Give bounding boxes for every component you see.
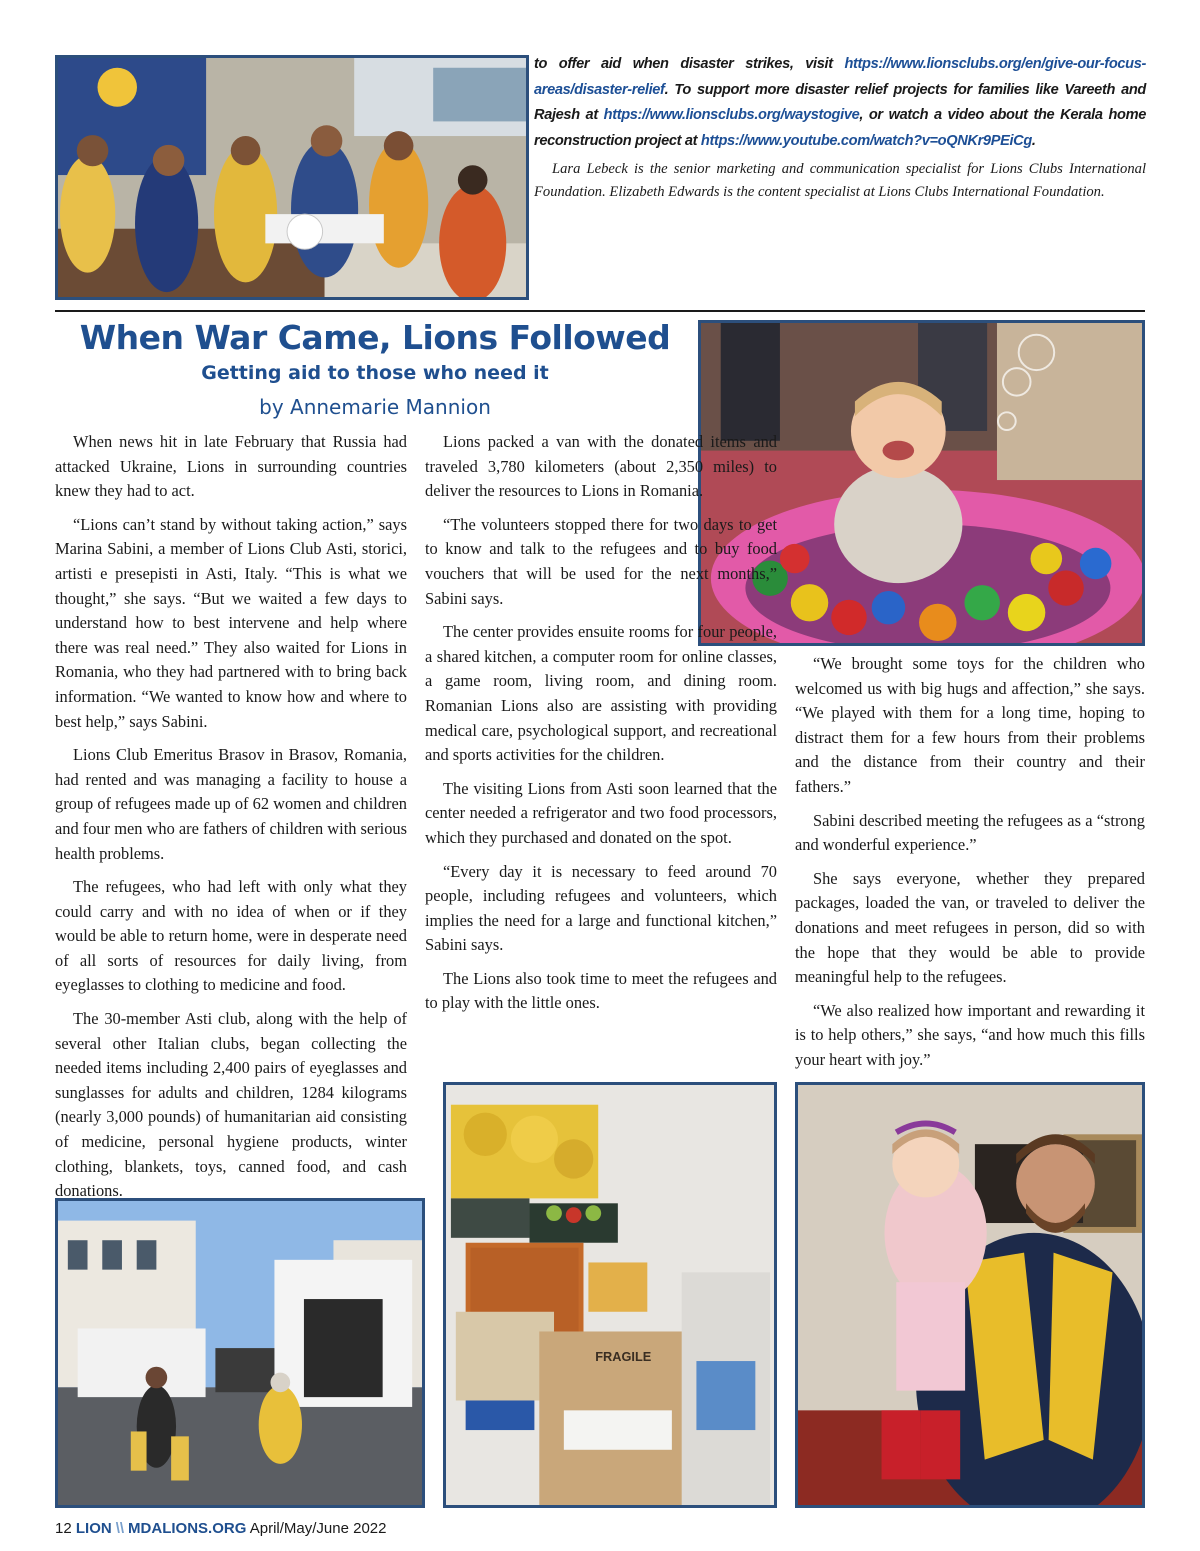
disaster-relief-link[interactable]: https://www.lionsclubs.org/en/give-our-focus-areas/disaster-relief [534, 56, 1146, 98]
page-number: 12 [55, 1520, 72, 1537]
continued-story-text: to offer aid when disaster strikes, visit https://www.lionsclubs.org/en/give-our-focus-areas/disaster-relief. To support more disaster relief projects for families like Vareeth and Rajesh at https://www.lionsclubs.org/waystogive, or watch a video about the Kerala home reconstruction project at https://www.youtube.com/watch?v=oQNKr9PEiCg. [534, 56, 1146, 149]
fragile-label: FRAGILE [595, 1349, 652, 1365]
paragraph: The visiting Lions from Asti soon learned that the center needed a refrigerator and two food processors, which they purchased and donated on the spot. [425, 778, 777, 847]
article-column-2 [425, 430, 777, 1025]
photo-van-loading [55, 1198, 425, 1508]
article-column-3 [795, 652, 1145, 1082]
paragraph: The Lions also took time to meet the refugees and to play with the little ones. [425, 968, 777, 1013]
paragraph: Sabini described meeting the refugees as a “strong and wonderful experience.” [795, 810, 1145, 855]
paragraph: “Lions can’t stand by without taking action,” says Marina Sabini, a member of Lions Club Asti, storici, artisti e presepisti in Asti, Italy. “This is what we thought,” she says. “But we waited a few days to understand how to best intervene and help where there was real need.” They also waited for Lions in Romania, who they had partnered with to bring back information. “We wanted to know how and where to best help,” says Sabini. [55, 514, 407, 731]
paragraph: “We also realized how important and rewarding it is to help others,” she says, “and how much this fills your heart with joy.” [795, 1000, 1145, 1069]
page-footer [55, 1520, 386, 1537]
issue-date: April/May/June 2022 [249, 1520, 387, 1537]
article-column-1 [55, 430, 407, 1213]
paragraph: Lions Club Emeritus Brasov in Brasov, Romania, had rented and was managing a facility to house a group of refugees made up of 62 women and children and four men who are fathers of children with serious health problems. [55, 745, 407, 863]
photo-donated-supplies [443, 1082, 777, 1508]
photo-key-ceremony [55, 55, 529, 300]
article-subtitle: Getting aid to those who need it [201, 362, 549, 384]
paragraph: Lions packed a van with the donated items and traveled 3,780 kilometers (about 2,350 miles) to deliver the resources to Lions in Romania. [425, 432, 777, 501]
article-byline: by Annemarie Mannion [259, 395, 491, 419]
footer-separator: \\ [115, 1520, 125, 1537]
paragraph: “The volunteers stopped there for two days to get to know and talk to the refugees and to buy food vouchers that will be used for the next months,” Sabini says. [425, 514, 777, 608]
article-title: When War Came, Lions Followed [79, 318, 671, 357]
paragraph: The 30-member Asti club, along with the help of several other Italian clubs, began collecting the needed items including 2,400 pairs of eyeglasses and sunglasses for adults and children, 1284 kilograms (nearly 3,000 pounds) of humanitarian aid consisting of medicine, personal hygiene products, winter clothing, blankets, toys, canned food, and cash donations. [55, 1009, 407, 1201]
photo-lion-holding-child [795, 1082, 1145, 1508]
paragraph: The center provides ensuite rooms for four people, a shared kitchen, a computer room for online classes, a game room, living room, and dining room. Romanian Lions also are assisting with providing medical care, psychological support, and recreational and sports activities for the children. [425, 622, 777, 765]
website: MDALIONS.ORG [128, 1520, 247, 1537]
youtube-video-link[interactable]: https://www.youtube.com/watch?v=oQNKr9PEiCg [700, 132, 1032, 149]
paragraph: “We brought some toys for the children who welcomed us with big hugs and affection,” she says. “We played with them for a long time, hoping to distract them for a few hours from their problems and the distance from their country and their fathers.” [795, 654, 1145, 796]
paragraph: She says everyone, whether they prepared packages, loaded the van, or traveled to deliver the donations and meet refugees in person, did so with the hope that they would be able to provide meaningful help to the refugees. [795, 868, 1145, 987]
magazine-name: LION [75, 1520, 112, 1537]
paragraph: “Every day it is necessary to feed around 70 people, including refugees and volunteers, which implies the need for a large and functional kitchen,” Sabini says. [425, 861, 777, 955]
ways-to-give-link[interactable]: https://www.lionsclubs.org/waystogive [603, 107, 860, 123]
paragraph: The refugees, who had left with only what they could carry and with no idea of when or if they would be able to return home, were in desperate need of all sorts of resources for daily living, from eyeglasses to clothing to medicine and food. [55, 877, 407, 995]
section-divider [55, 310, 1145, 312]
paragraph: When news hit in late February that Russia had attacked Ukraine, Lions in surrounding countries knew they had to act. [55, 432, 407, 501]
author-credits: Lara Lebeck is the senior marketing and communication specialist for Lions Clubs International Foundation. Elizabeth Edwards is the content specialist at Lions Clubs International Foundation. [534, 161, 1146, 200]
